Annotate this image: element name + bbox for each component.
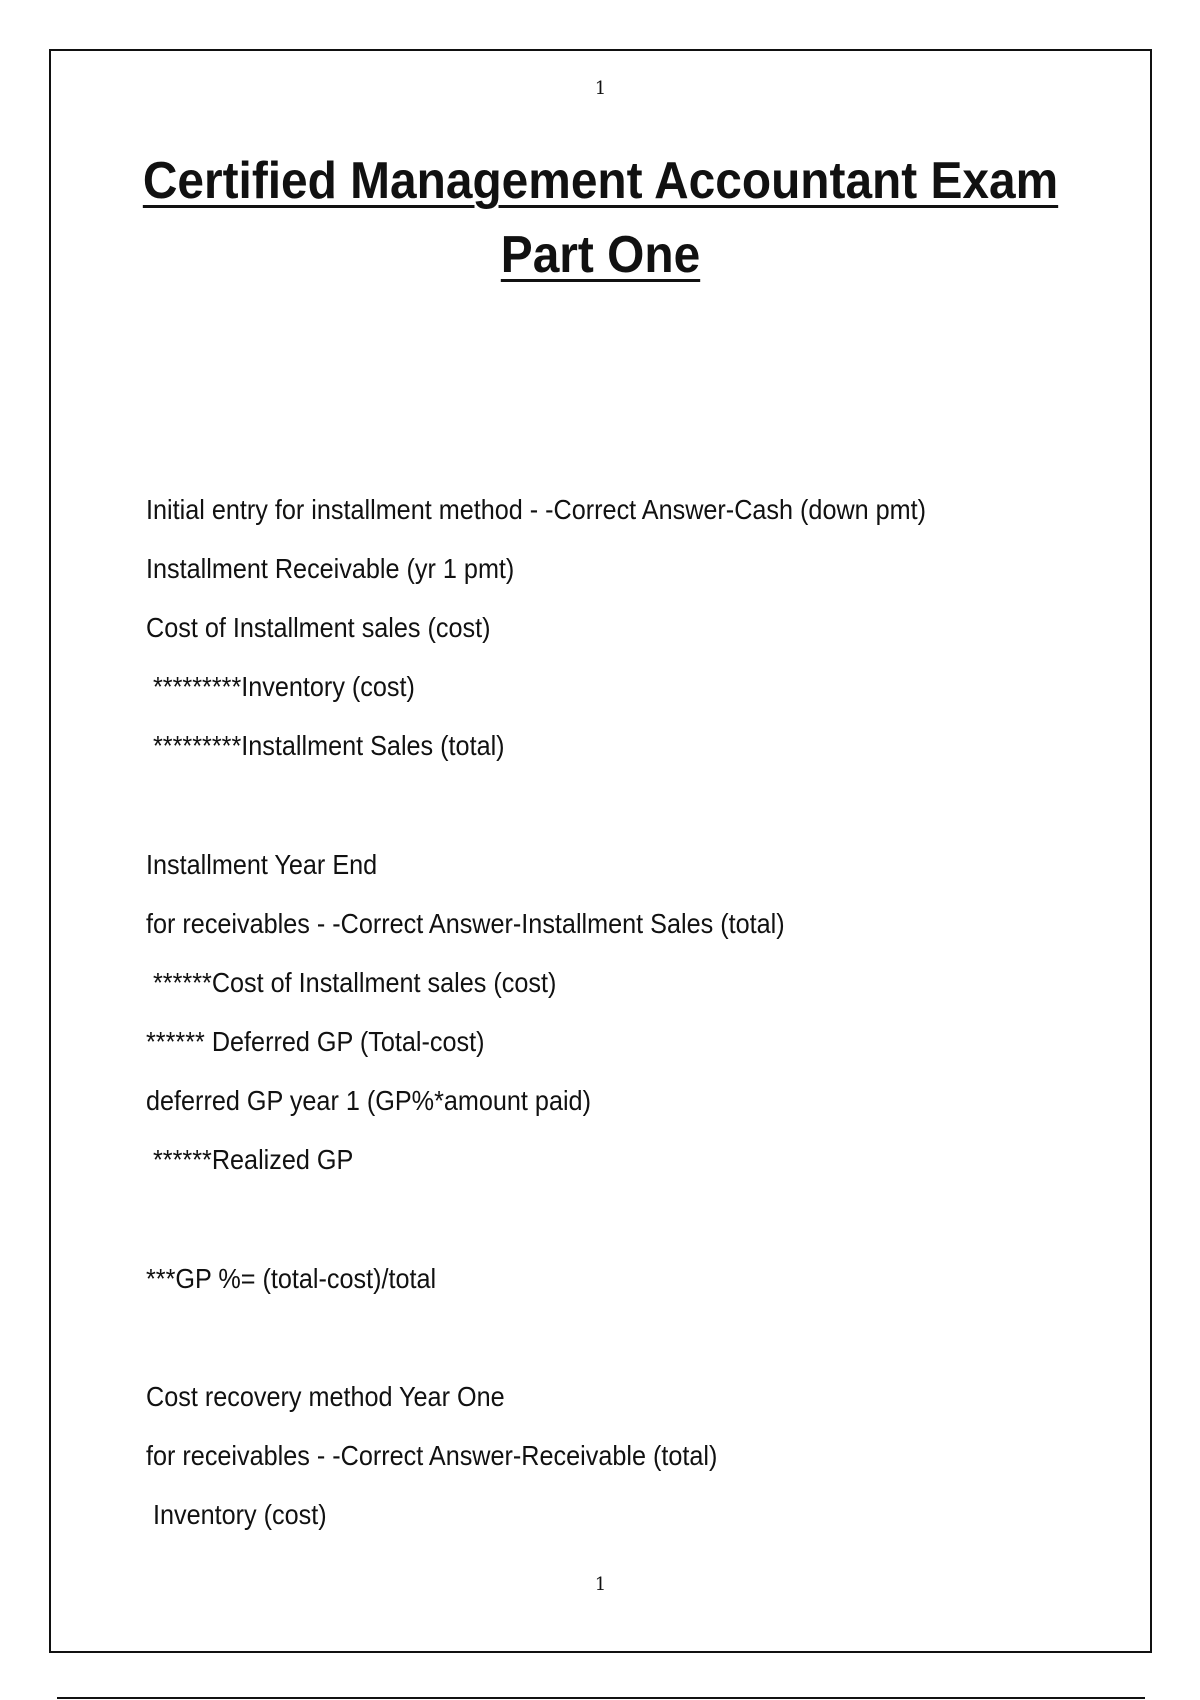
page-bottom-rule [57,1697,1145,1699]
body-line: Inventory (cost) [146,1499,327,1530]
page-number-bottom: 1 [594,1574,607,1595]
body-line: *********Installment Sales (total) [146,730,505,761]
document-title-line-1: Certified Management Accountant Exam [142,152,1059,210]
body-line: deferred GP year 1 (GP%*amount paid) [146,1085,591,1116]
body-line: for receivables - -Correct Answer-Installment Sales (total) [146,908,785,939]
body-line: Cost recovery method Year One [146,1381,505,1412]
body-line: ******Cost of Installment sales (cost) [146,967,557,998]
body-line: Cost of Installment sales (cost) [146,612,491,643]
body-line: for receivables - -Correct Answer-Receivable (total) [146,1440,718,1471]
body-line: Initial entry for installment method - -Correct Answer-Cash (down pmt) [146,494,927,525]
document-title-line-2: Part One [500,226,701,284]
body-line: *********Inventory (cost) [146,671,415,702]
body-line: ****** Deferred GP (Total-cost) [146,1026,485,1057]
body-line: ***GP %= (total-cost)/total [146,1263,437,1294]
body-line: Installment Receivable (yr 1 pmt) [146,553,515,584]
body-line: ******Realized GP [146,1144,354,1175]
document-page [49,49,1152,1653]
body-line: Installment Year End [146,849,378,880]
page-number-top: 1 [594,78,607,99]
